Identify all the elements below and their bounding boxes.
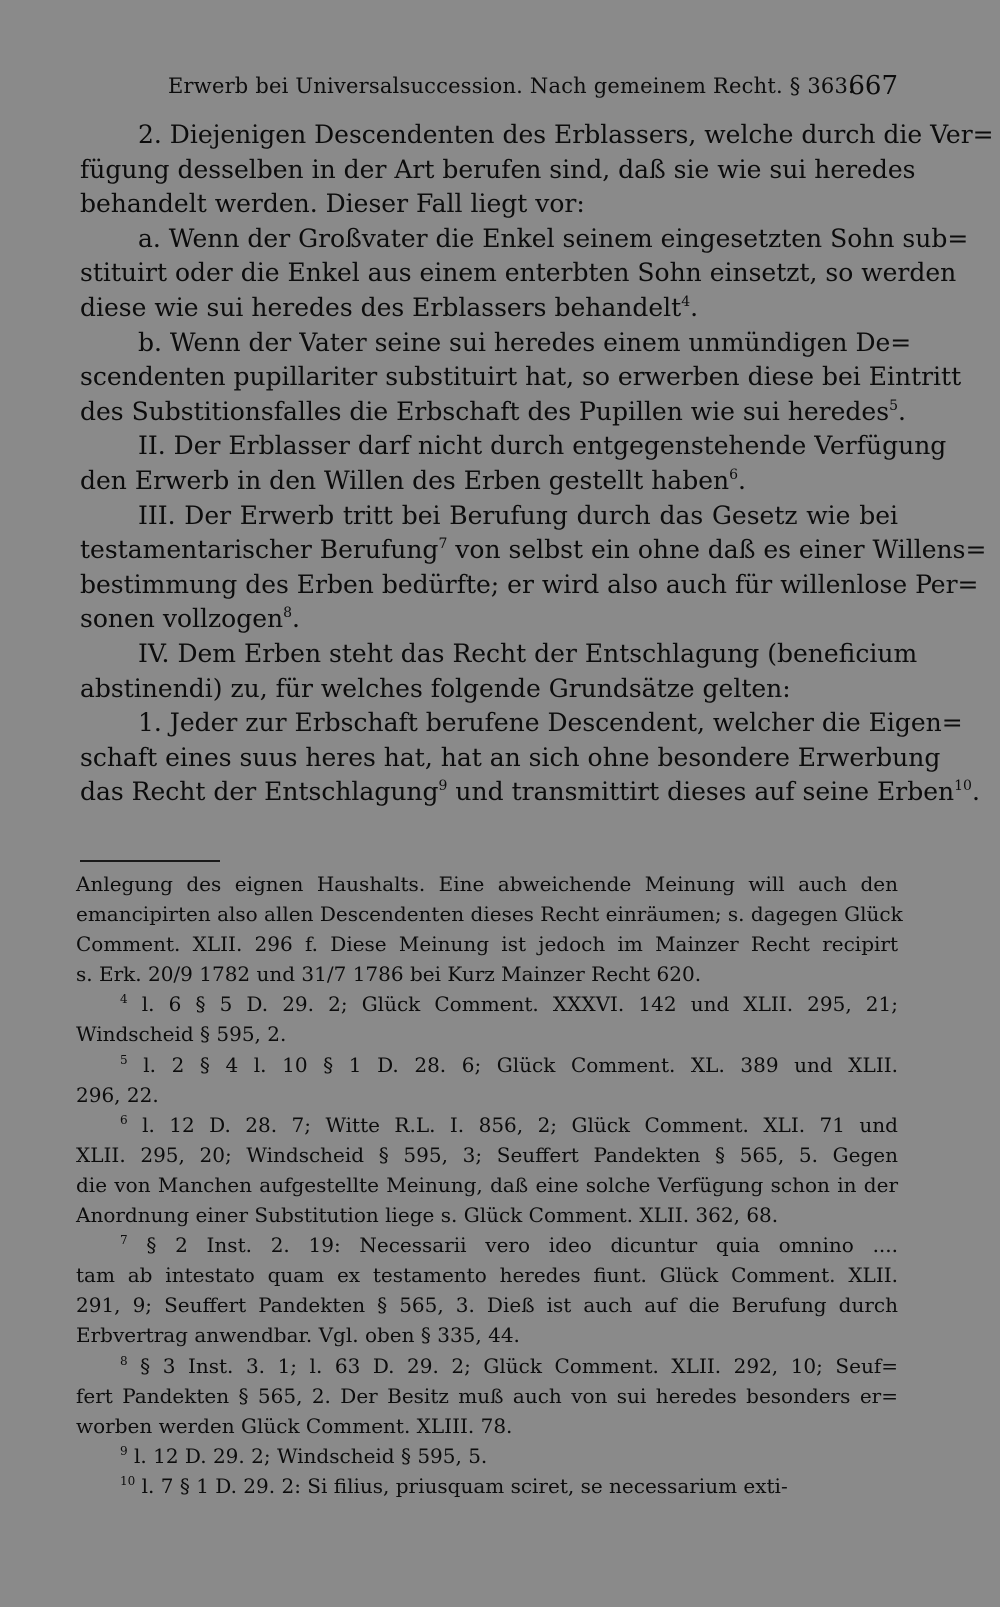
footnote-line xyxy=(76,1320,898,1350)
footnote-line xyxy=(76,929,898,959)
line-text: IV. Dem Erben steht das Recht der Entschlagung (beneficium xyxy=(138,638,918,668)
text-line xyxy=(80,637,918,672)
footnote-number: 6 xyxy=(120,1112,128,1127)
footnote-line xyxy=(76,1170,898,1200)
footnote-number: 4 xyxy=(120,992,128,1007)
line-text: bestimmung des Erben bedürfte; er wird also auch für willenlose Per= xyxy=(80,569,979,599)
footnote-line xyxy=(76,1441,898,1471)
footnote-text: emancipirten also allen Descendenten dieses Recht einräumen; s. dagegen Glück xyxy=(76,902,903,927)
text-line xyxy=(80,429,947,464)
line-text: fügung desselben in der Art berufen sind, daß sie wie sui heredes xyxy=(80,154,916,184)
footnote-line xyxy=(76,1140,898,1170)
footnote-text: Windscheid § 595, 2. xyxy=(76,1022,287,1047)
text-line xyxy=(80,256,957,291)
footnote-line xyxy=(76,1411,898,1441)
text-line xyxy=(80,187,898,222)
text-line xyxy=(80,672,898,707)
line-text: . xyxy=(690,292,699,322)
text-line xyxy=(80,706,963,741)
line-text: abstinendi) zu, für welches folgende Grundsätze gelten: xyxy=(80,673,791,703)
text-line xyxy=(80,464,898,499)
footnote-number: 9 xyxy=(120,1443,128,1458)
line-text: . xyxy=(971,777,980,807)
footnote-ref: 4 xyxy=(681,293,691,310)
line-text: b. Wenn der Vater seine sui heredes einem unmündigen De= xyxy=(138,327,912,357)
footnote-text: l. 6 § 5 D. 29. 2; Glück Comment. XXXVI. 142 und XLII. 295, 21; xyxy=(127,992,898,1017)
footnote-text: Anordnung einer Substitution liege s. Glück Comment. XLII. 362, 68. xyxy=(76,1203,779,1228)
line-text: den Erwerb in den Willen des Erben gestellt haben xyxy=(80,465,730,495)
text-line xyxy=(80,291,898,326)
footnote-ref: 7 xyxy=(438,536,448,553)
footnote-text: § 3 Inst. 3. 1; l. 63 D. 29. 2; Glück Comment. XLII. 292, 10; Seuf= xyxy=(127,1353,898,1378)
footnote-text: l. 7 § 1 D. 29. 2: Si filius, priusquam sciret, se necessarium exti- xyxy=(135,1473,788,1498)
main-text xyxy=(80,118,994,810)
page-header xyxy=(168,66,898,106)
footnote-line xyxy=(76,869,898,899)
footnote-text: l. 2 § 4 l. 10 § 1 D. 28. 6; Glück Comment. XL. 389 und XLII. xyxy=(127,1052,898,1077)
line-text: scendenten pupillariter substituirt hat, so erwerben diese bei Eintritt xyxy=(80,362,962,392)
text-line xyxy=(80,153,916,188)
text-line xyxy=(80,118,994,153)
footnote-separator xyxy=(80,860,220,862)
footnote-line xyxy=(76,1290,898,1320)
text-line xyxy=(80,602,898,637)
footnote-text: 291, 9; Seuffert Pandekten § 565, 3. Dieß ist auch auf die Berufung durch xyxy=(76,1293,898,1318)
footnote-line xyxy=(76,1351,898,1381)
page-number: 667 xyxy=(848,71,898,101)
line-text: von selbst ein ohne daß es einer Willens= xyxy=(447,535,987,565)
footnote-text: worben werden Glück Comment. XLIII. 78. xyxy=(76,1413,513,1438)
footnote-text: l. 12 D. 29. 2; Windscheid § 595, 5. xyxy=(127,1443,488,1468)
line-text: a. Wenn der Großvater die Enkel seinem eingesetzten Sohn sub= xyxy=(138,223,969,253)
text-line xyxy=(80,568,979,603)
line-text: und transmittirt dieses auf seine Erben xyxy=(447,777,955,807)
line-text: II. Der Erblasser darf nicht durch entgegenstehende Verfügung xyxy=(138,431,947,461)
line-text: 2. Diejenigen Descendenten des Erblassers, welche durch die Ver= xyxy=(138,120,994,149)
footnote-text: fert Pandekten § 565, 2. Der Besitz muß auch von sui heredes besonders er= xyxy=(76,1383,898,1408)
footnote-line xyxy=(76,1381,898,1411)
text-line xyxy=(80,222,969,257)
line-text: . xyxy=(738,465,746,495)
line-text: sonen vollzogen xyxy=(80,604,284,634)
running-title: Erwerb bei Universalsuccession. Nach gemeinem Recht. § 363. xyxy=(168,74,855,98)
line-text: des Substitionsfalles die Erbschaft des Pupillen wie sui heredes xyxy=(80,396,890,426)
line-text: 1. Jeder zur Erbschaft berufene Descendent, welcher die Eigen= xyxy=(138,708,963,738)
footnote-text: tam ab intestato quam ex testamento heredes fiunt. Glück Comment. XLII. xyxy=(76,1263,898,1288)
footnote-line xyxy=(76,899,903,929)
footnote-text: § 2 Inst. 2. 19: Necessarii vero ideo dicuntur quia omnino .... xyxy=(127,1233,898,1258)
text-line xyxy=(80,326,912,361)
footnote-number: 10 xyxy=(120,1473,136,1488)
footnote-text: s. Erk. 20/9 1782 und 31/7 1786 bei Kurz Mainzer Recht 620. xyxy=(76,962,702,987)
line-text: . xyxy=(897,396,906,426)
line-text: schaft eines suus heres hat, hat an sich ohne besondere Erwerbung xyxy=(80,742,941,772)
footnote-line xyxy=(76,1019,898,1049)
footnote-number: 8 xyxy=(120,1353,128,1368)
footnote-line xyxy=(76,989,898,1019)
footnote-line xyxy=(76,1110,898,1140)
footnote-line xyxy=(76,1471,898,1501)
footnote-text: die von Manchen aufgestellte Meinung, daß eine solche Verfügung schon in der xyxy=(76,1172,898,1197)
line-text: testamentarischer Berufung xyxy=(80,535,439,565)
footnote-text: 296, 22. xyxy=(76,1082,159,1107)
text-line xyxy=(80,533,987,568)
footnote-number: 7 xyxy=(120,1233,128,1248)
footnote-text: l. 12 D. 28. 7; Witte R.L. I. 856, 2; Glück Comment. XLI. 71 und xyxy=(127,1112,898,1137)
footnote-ref: 8 xyxy=(283,605,293,622)
text-line xyxy=(80,775,980,810)
line-text: diese wie sui heredes des Erblassers behandelt xyxy=(80,292,682,322)
text-line xyxy=(80,499,898,534)
footnote-line xyxy=(76,959,898,989)
footnote-text: Anlegung des eignen Haushalts. Eine abweichende Meinung will auch den xyxy=(76,872,898,896)
line-text: behandelt werden. Dieser Fall liegt vor: xyxy=(80,189,585,219)
text-line xyxy=(80,395,906,430)
footnote-ref: 5 xyxy=(889,397,898,414)
footnotes xyxy=(76,869,903,1501)
footnote-ref: 9 xyxy=(438,778,448,795)
footnote-text: Comment. XLII. 296 f. Diese Meinung ist jedoch im Mainzer Recht recipirt xyxy=(76,932,898,957)
line-text: stituirt oder die Enkel aus einem enterbten Sohn einsetzt, so werden xyxy=(80,258,957,288)
footnote-line xyxy=(76,1230,898,1260)
footnote-text: Erbvertrag anwendbar. Vgl. oben § 335, 44. xyxy=(76,1323,520,1348)
line-text: III. Der Erwerb tritt bei Berufung durch das Gesetz wie bei xyxy=(138,500,898,530)
footnote-number: 5 xyxy=(120,1052,128,1067)
text-line xyxy=(80,360,962,395)
line-text: das Recht der Entschlagung xyxy=(80,777,439,807)
footnote-ref: 10 xyxy=(954,778,972,795)
footnote-line xyxy=(76,1050,898,1080)
footnote-line xyxy=(76,1200,898,1230)
footnote-ref: 6 xyxy=(729,466,739,483)
line-text: . xyxy=(292,604,300,634)
footnote-line xyxy=(76,1080,898,1110)
footnote-text: XLII. 295, 20; Windscheid § 595, 3; Seuffert Pandekten § 565, 5. Gegen xyxy=(76,1142,898,1167)
footnote-line xyxy=(76,1260,898,1290)
text-line xyxy=(80,741,941,776)
